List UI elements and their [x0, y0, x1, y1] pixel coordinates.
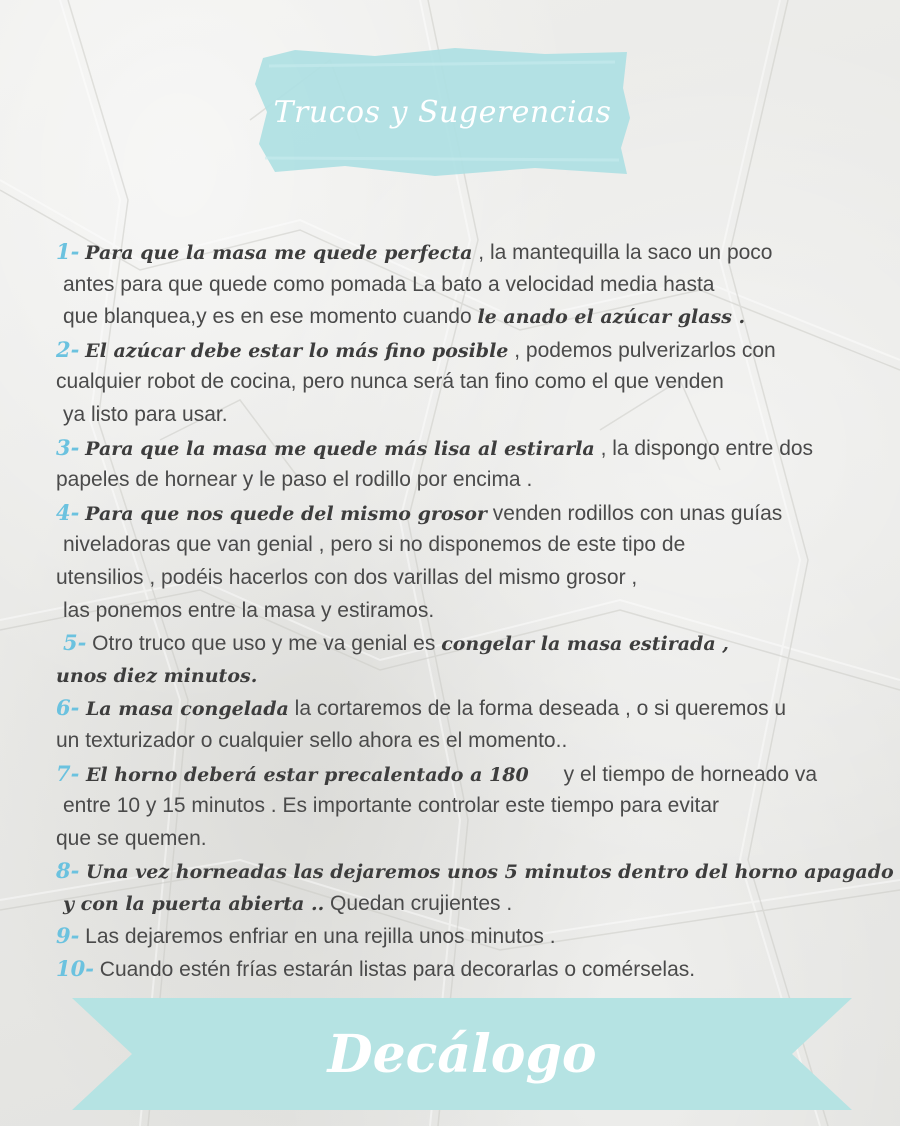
item-text-line: papeles de hornear y le paso el rodillo por encima . — [56, 468, 533, 492]
list-item-line — [56, 301, 900, 334]
item-text-line: un texturizador o cualquier sello ahora es el momento.. — [56, 728, 568, 752]
item-number: 6- — [56, 695, 80, 721]
item-number: 1- — [56, 239, 80, 264]
item-number: 8- — [56, 858, 80, 884]
item-text: la cortaremos de la forma deseada , o si queremos u — [288, 697, 787, 721]
item-text: Otro truco que uso y me va genial es — [86, 632, 442, 656]
item-highlight: Para que la masa me quede más lisa al estirarla — [85, 437, 595, 460]
list-item-line — [56, 888, 900, 921]
item-number: 4- — [56, 499, 80, 525]
page-title: Trucos y Sugerencias — [273, 94, 612, 130]
item-text-line: que se quemen. — [56, 826, 207, 850]
item-text: Las dejaremos enfriar en una rejilla unos minutos . — [79, 925, 556, 949]
item-text-line: utensilios , podéis hacerlos con dos varillas del mismo grosor , — [56, 565, 638, 589]
item-number: 7- — [56, 760, 80, 786]
item-highlight: y con la puerta abierta .. — [63, 892, 325, 915]
item-number: 9- — [56, 923, 80, 949]
item-highlight: La masa congelada — [79, 698, 289, 721]
item-highlight: le anado el azúcar glass . — [477, 306, 746, 329]
list-item — [56, 627, 900, 660]
list-item-line — [56, 660, 900, 693]
item-highlight: Una vez horneadas las dejaremos unos 5 minutos dentro del horno apagado — [79, 861, 894, 884]
title-banner — [255, 48, 630, 176]
tips-list — [56, 236, 900, 986]
item-text-line: ya listo para usar. — [63, 402, 228, 426]
item-number: 3- — [56, 434, 80, 460]
item-highlight: Para que la masa me quede perfecta — [85, 242, 473, 264]
footer-banner-text: Decálogo — [327, 1023, 597, 1085]
item-text: , podemos pulverizarlos con — [508, 338, 776, 362]
list-item — [56, 236, 900, 269]
item-text: Quedan crujientes . — [324, 891, 513, 915]
item-text-line: entre 10 y 15 minutos . Es importante controlar este tiempo para evitar — [63, 794, 719, 818]
list-item — [56, 432, 900, 465]
item-text: que blanquea,y es en ese momento cuando — [63, 305, 478, 329]
item-number: 2- — [56, 336, 80, 362]
footer-banner — [72, 998, 852, 1110]
item-highlight: congelar la masa estirada , — [441, 633, 729, 656]
item-text-line: niveladoras que van genial , pero si no disponemos de este tipo de — [63, 533, 686, 557]
list-item — [56, 334, 900, 367]
item-number: 5- — [63, 630, 87, 656]
item-highlight: El azúcar debe estar lo más fino posible — [85, 339, 509, 362]
list-item — [56, 497, 900, 530]
item-text: Cuando estén frías estarán listas para decorarlas o comérselas. — [93, 958, 696, 982]
item-highlight: El horno deberá estar precalentado a 180 — [79, 763, 529, 786]
item-text-line: las ponemos entre la masa y estiramos. — [63, 598, 435, 622]
item-text: venden rodillos con unas guías — [486, 501, 783, 525]
list-item — [56, 692, 900, 725]
item-text-line: antes para que quede como pomada La bato a velocidad media hasta — [63, 272, 715, 296]
item-text-line: cualquier robot de cocina, pero nunca será tan fino como el que venden — [56, 370, 724, 394]
item-highlight: Para que nos quede del mismo grosor — [85, 502, 487, 525]
list-item — [56, 920, 900, 953]
item-highlight: unos diez minutos. — [56, 664, 258, 687]
item-number: 10- — [56, 956, 94, 982]
list-item — [56, 953, 900, 986]
list-item — [56, 855, 900, 888]
item-text: , la dispongo entre dos — [594, 436, 814, 460]
item-text: , la mantequilla la saco un poco — [472, 241, 773, 264]
list-item — [56, 758, 900, 791]
item-text: y el tiempo de horneado va — [528, 762, 818, 786]
